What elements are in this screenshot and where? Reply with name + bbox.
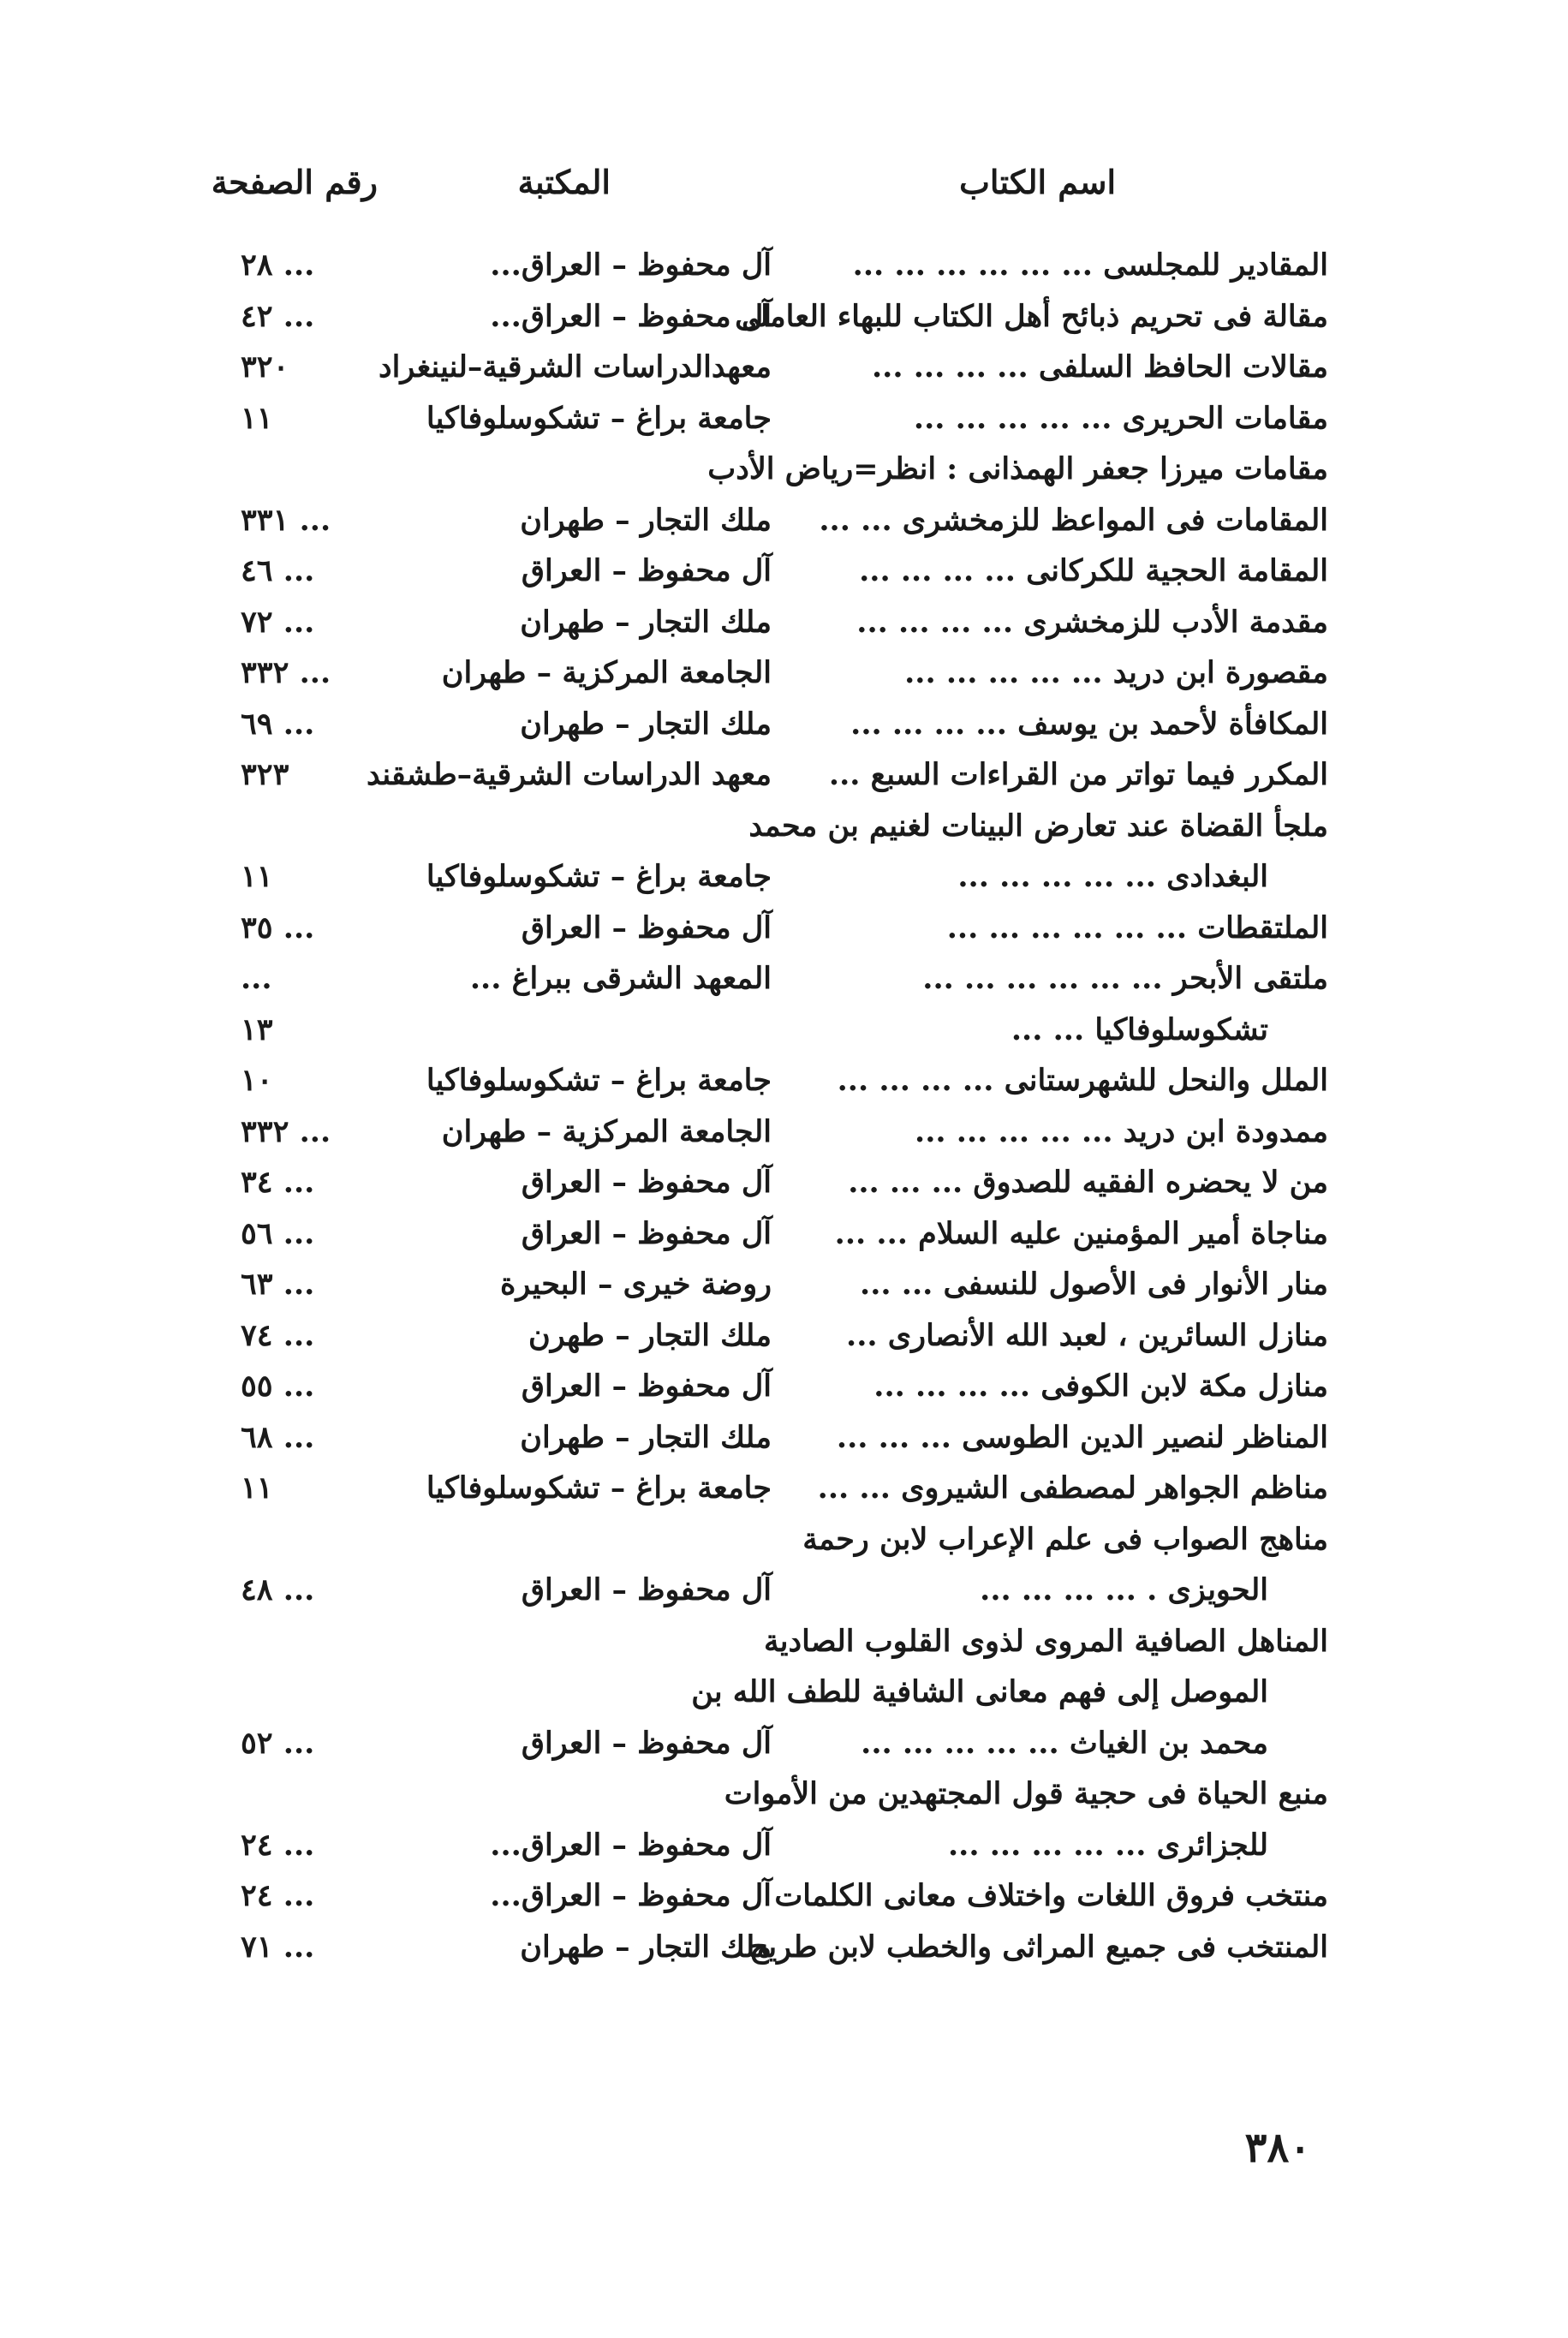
table-row (172, 1922, 1328, 1973)
table-row (172, 1106, 1328, 1158)
page-number: ... ٥٢ (241, 1725, 315, 1761)
library-name: جامعة براغ – تشكوسلوفاكيا (426, 1063, 772, 1098)
library-name: ملك التجار – طهران (520, 604, 772, 640)
book-title: من لا يحضره الفقيه للصدوق ... ... ... (848, 1165, 1328, 1200)
table-row (172, 1005, 1328, 1056)
table-row (172, 801, 1328, 852)
book-title: مقالات الحافظ السلفى ... ... ... ... (871, 349, 1328, 385)
page-number: ... ٥٥ (241, 1369, 315, 1404)
library-name: ملك التجار – طهران (520, 706, 772, 742)
page-number: ... (241, 961, 272, 996)
table-row (172, 1208, 1328, 1260)
book-title: منار الأنوار فى الأصول للنسفى ... ... (860, 1267, 1328, 1302)
library-name: آل محفوظ – العراق (521, 1369, 772, 1404)
page-number: ... ٤٦ (241, 553, 315, 588)
table-row (172, 1514, 1328, 1566)
library-name: آل محفوظ – العراق... (490, 1827, 772, 1863)
book-title: منازل السائرين ، لعبد الله الأنصارى ... (846, 1317, 1328, 1353)
library-name: آل محفوظ – العراق (521, 1165, 772, 1200)
page-number: ... ٥٦ (241, 1215, 315, 1251)
table-row (172, 1565, 1328, 1616)
book-title: الملل والنحل للشهرستانى ... ... ... ... (837, 1063, 1328, 1098)
table-row (172, 495, 1328, 546)
library-name: آل محفوظ – العراق (521, 1572, 772, 1607)
book-title: منبع الحياة فى حجية قول المجتهدين من الأموات (724, 1776, 1328, 1811)
table-row (172, 342, 1328, 393)
table-row (172, 851, 1328, 903)
book-title: الموصل إلى فهم معانى الشافية للطف الله بن (691, 1674, 1268, 1709)
table-row (172, 1361, 1328, 1412)
book-title: المناهل الصافية المروى لذوى القلوب الصادية (764, 1623, 1328, 1659)
library-name: معهدالدراسات الشرقية–لنينغراد (379, 349, 772, 385)
library-name: ملك التجار – طهران (520, 502, 772, 538)
page-number: ... ٢٤ (241, 1878, 315, 1913)
library-name: جامعة براغ – تشكوسلوفاكيا (426, 400, 772, 436)
book-title: مقالة فى تحريم ذبائح أهل الكتاب للبهاء العاملى (735, 298, 1328, 334)
book-title: البغدادى ... ... ... ... ... (957, 859, 1268, 894)
book-title: ملتقى الأبحر ... ... ... ... ... ... (922, 961, 1328, 996)
book-title: ممدودة ابن دريد ... ... ... ... ... (915, 1113, 1328, 1149)
book-title: منازل مكة لابن الكوفى ... ... ... ... (873, 1369, 1328, 1404)
page-number: ... ٧١ (241, 1929, 315, 1965)
book-title: تشكوسلوفاكيا ... ... (1011, 1011, 1268, 1047)
header-book-title: اسم الكتاب (959, 163, 1116, 201)
table-row (172, 1463, 1328, 1514)
library-name: ملك التجار – طهرن (528, 1317, 772, 1353)
header-page-number: رقم الصفحة (211, 163, 378, 201)
table-row (172, 1870, 1328, 1922)
library-name: روضة خيرى – البحيرة (500, 1267, 772, 1302)
table-row (172, 1310, 1328, 1362)
page-number: ... ٢٤ (241, 1827, 315, 1863)
book-title: المنتخب فى جميع المراثى والخطب لابن طريح (748, 1929, 1328, 1965)
table-row (172, 444, 1328, 495)
table-row (172, 749, 1328, 801)
library-name: آل محفوظ – العراق... (490, 298, 772, 334)
table-row (172, 1616, 1328, 1667)
library-name: آل محفوظ – العراق (521, 910, 772, 945)
library-name: الجامعة المركزية – طهران (441, 655, 772, 690)
table-row (172, 1718, 1328, 1769)
page-number: ... ٢٨ (241, 248, 315, 283)
table-row (172, 393, 1328, 444)
book-title: المقادير للمجلسى ... ... ... ... ... ... (852, 248, 1328, 283)
book-title: المكافأة لأحمد بن يوسف ... ... ... ... (850, 706, 1328, 742)
table-row (172, 1157, 1328, 1208)
table-row (172, 1412, 1328, 1464)
book-title: محمد بن الغياث ... ... ... ... ... (861, 1725, 1268, 1761)
page-number: ٣٢٣ (241, 757, 289, 792)
index-table (172, 240, 1328, 1972)
page-number: ... ٣٤ (241, 1165, 315, 1200)
page-number: ... ٤٢ (241, 298, 315, 334)
book-title: منتخب فروق اللغات واختلاف معانى الكلمات (774, 1878, 1328, 1913)
library-name: آل محفوظ – العراق (521, 1725, 772, 1761)
library-name: جامعة براغ – تشكوسلوفاكيا (426, 1470, 772, 1506)
table-row (172, 1768, 1328, 1820)
page-number: ... ٧٢ (241, 604, 315, 640)
book-title: مقدمة الأدب للزمخشرى ... ... ... ... (856, 604, 1328, 640)
library-name: الجامعة المركزية – طهران (441, 1113, 772, 1149)
book-title: المناظر لنصير الدين الطوسى ... ... ... (836, 1419, 1328, 1455)
library-name: المعهد الشرقى ببراغ ... (469, 961, 772, 996)
page-number: ... ٦٩ (241, 706, 315, 742)
book-title: للجزائرى ... ... ... ... ... (947, 1827, 1268, 1863)
page-number: ... ٦٨ (241, 1419, 315, 1455)
library-name: آل محفوظ – العراق... (490, 1878, 772, 1913)
page-number: ... ٣٣٢ (241, 1113, 331, 1149)
table-row (172, 1259, 1328, 1310)
library-name: جامعة براغ – تشكوسلوفاكيا (426, 859, 772, 894)
library-name: آل محفوظ – العراق (521, 1215, 772, 1251)
book-title: مناهج الصواب فى علم الإعراب لابن رحمة (802, 1521, 1328, 1557)
page-number: ... ٧٤ (241, 1317, 315, 1353)
table-row (172, 1667, 1328, 1718)
table-row (172, 1055, 1328, 1106)
page-number: ... ٤٨ (241, 1572, 315, 1607)
library-name: ملك التجار – طهران (520, 1419, 772, 1455)
table-row (172, 903, 1328, 954)
book-title: الملتقطات ... ... ... ... ... ... (946, 910, 1328, 945)
library-name: معهد الدراسات الشرقية–طشقند (366, 757, 772, 792)
book-title: مناجاة أمير المؤمنين عليه السلام ... ... (834, 1215, 1328, 1251)
book-title: مقصورة ابن دريد ... ... ... ... ... (904, 655, 1328, 690)
book-title: مقامات الحريرى ... ... ... ... ... (913, 400, 1328, 436)
footer-page-number: ٣٨٠ (1244, 2124, 1311, 2172)
table-row (172, 240, 1328, 291)
page-number: ١١ (241, 1470, 273, 1506)
library-name: ملك التجار – طهران (520, 1929, 772, 1965)
page-number: ... ٣٣١ (241, 502, 331, 538)
table-row (172, 546, 1328, 597)
page-number: ... ٦٣ (241, 1267, 315, 1302)
book-title: ملجأ القضاة عند تعارض البينات لغنيم بن محمد (748, 808, 1328, 844)
book-title: المكرر فيما تواتر من القراءات السبع ... (828, 757, 1328, 792)
page-number: ١٣ (241, 1011, 273, 1047)
page-number: ١١ (241, 400, 273, 436)
header-library: المكتبة (517, 163, 611, 201)
book-title: المقامة الحجية للكركانى ... ... ... ... (859, 553, 1328, 588)
library-name: آل محفوظ – العراق... (490, 248, 772, 283)
book-title: المقامات فى المواعظ للزمخشرى ... ... (819, 502, 1328, 538)
table-row (172, 953, 1328, 1005)
table-row (172, 699, 1328, 750)
book-title: مناظم الجواهر لمصطفى الشيروى ... ... (817, 1470, 1328, 1506)
table-row (172, 647, 1328, 699)
page-number: ١١ (241, 859, 273, 894)
page-number: ... ٣٥ (241, 910, 315, 945)
page-number: ١٠ (241, 1063, 273, 1098)
table-row (172, 1820, 1328, 1871)
page-number: ٣٢٠ (241, 349, 289, 385)
book-title: الحويزى . ... ... ... ... (980, 1572, 1268, 1607)
page-number: ... ٣٣٢ (241, 655, 331, 690)
table-row (172, 597, 1328, 648)
library-name: آل محفوظ – العراق (521, 553, 772, 588)
table-row (172, 291, 1328, 343)
book-title: مقامات ميرزا جعفر الهمذانى : انظر=رياض الأدب (707, 451, 1328, 486)
